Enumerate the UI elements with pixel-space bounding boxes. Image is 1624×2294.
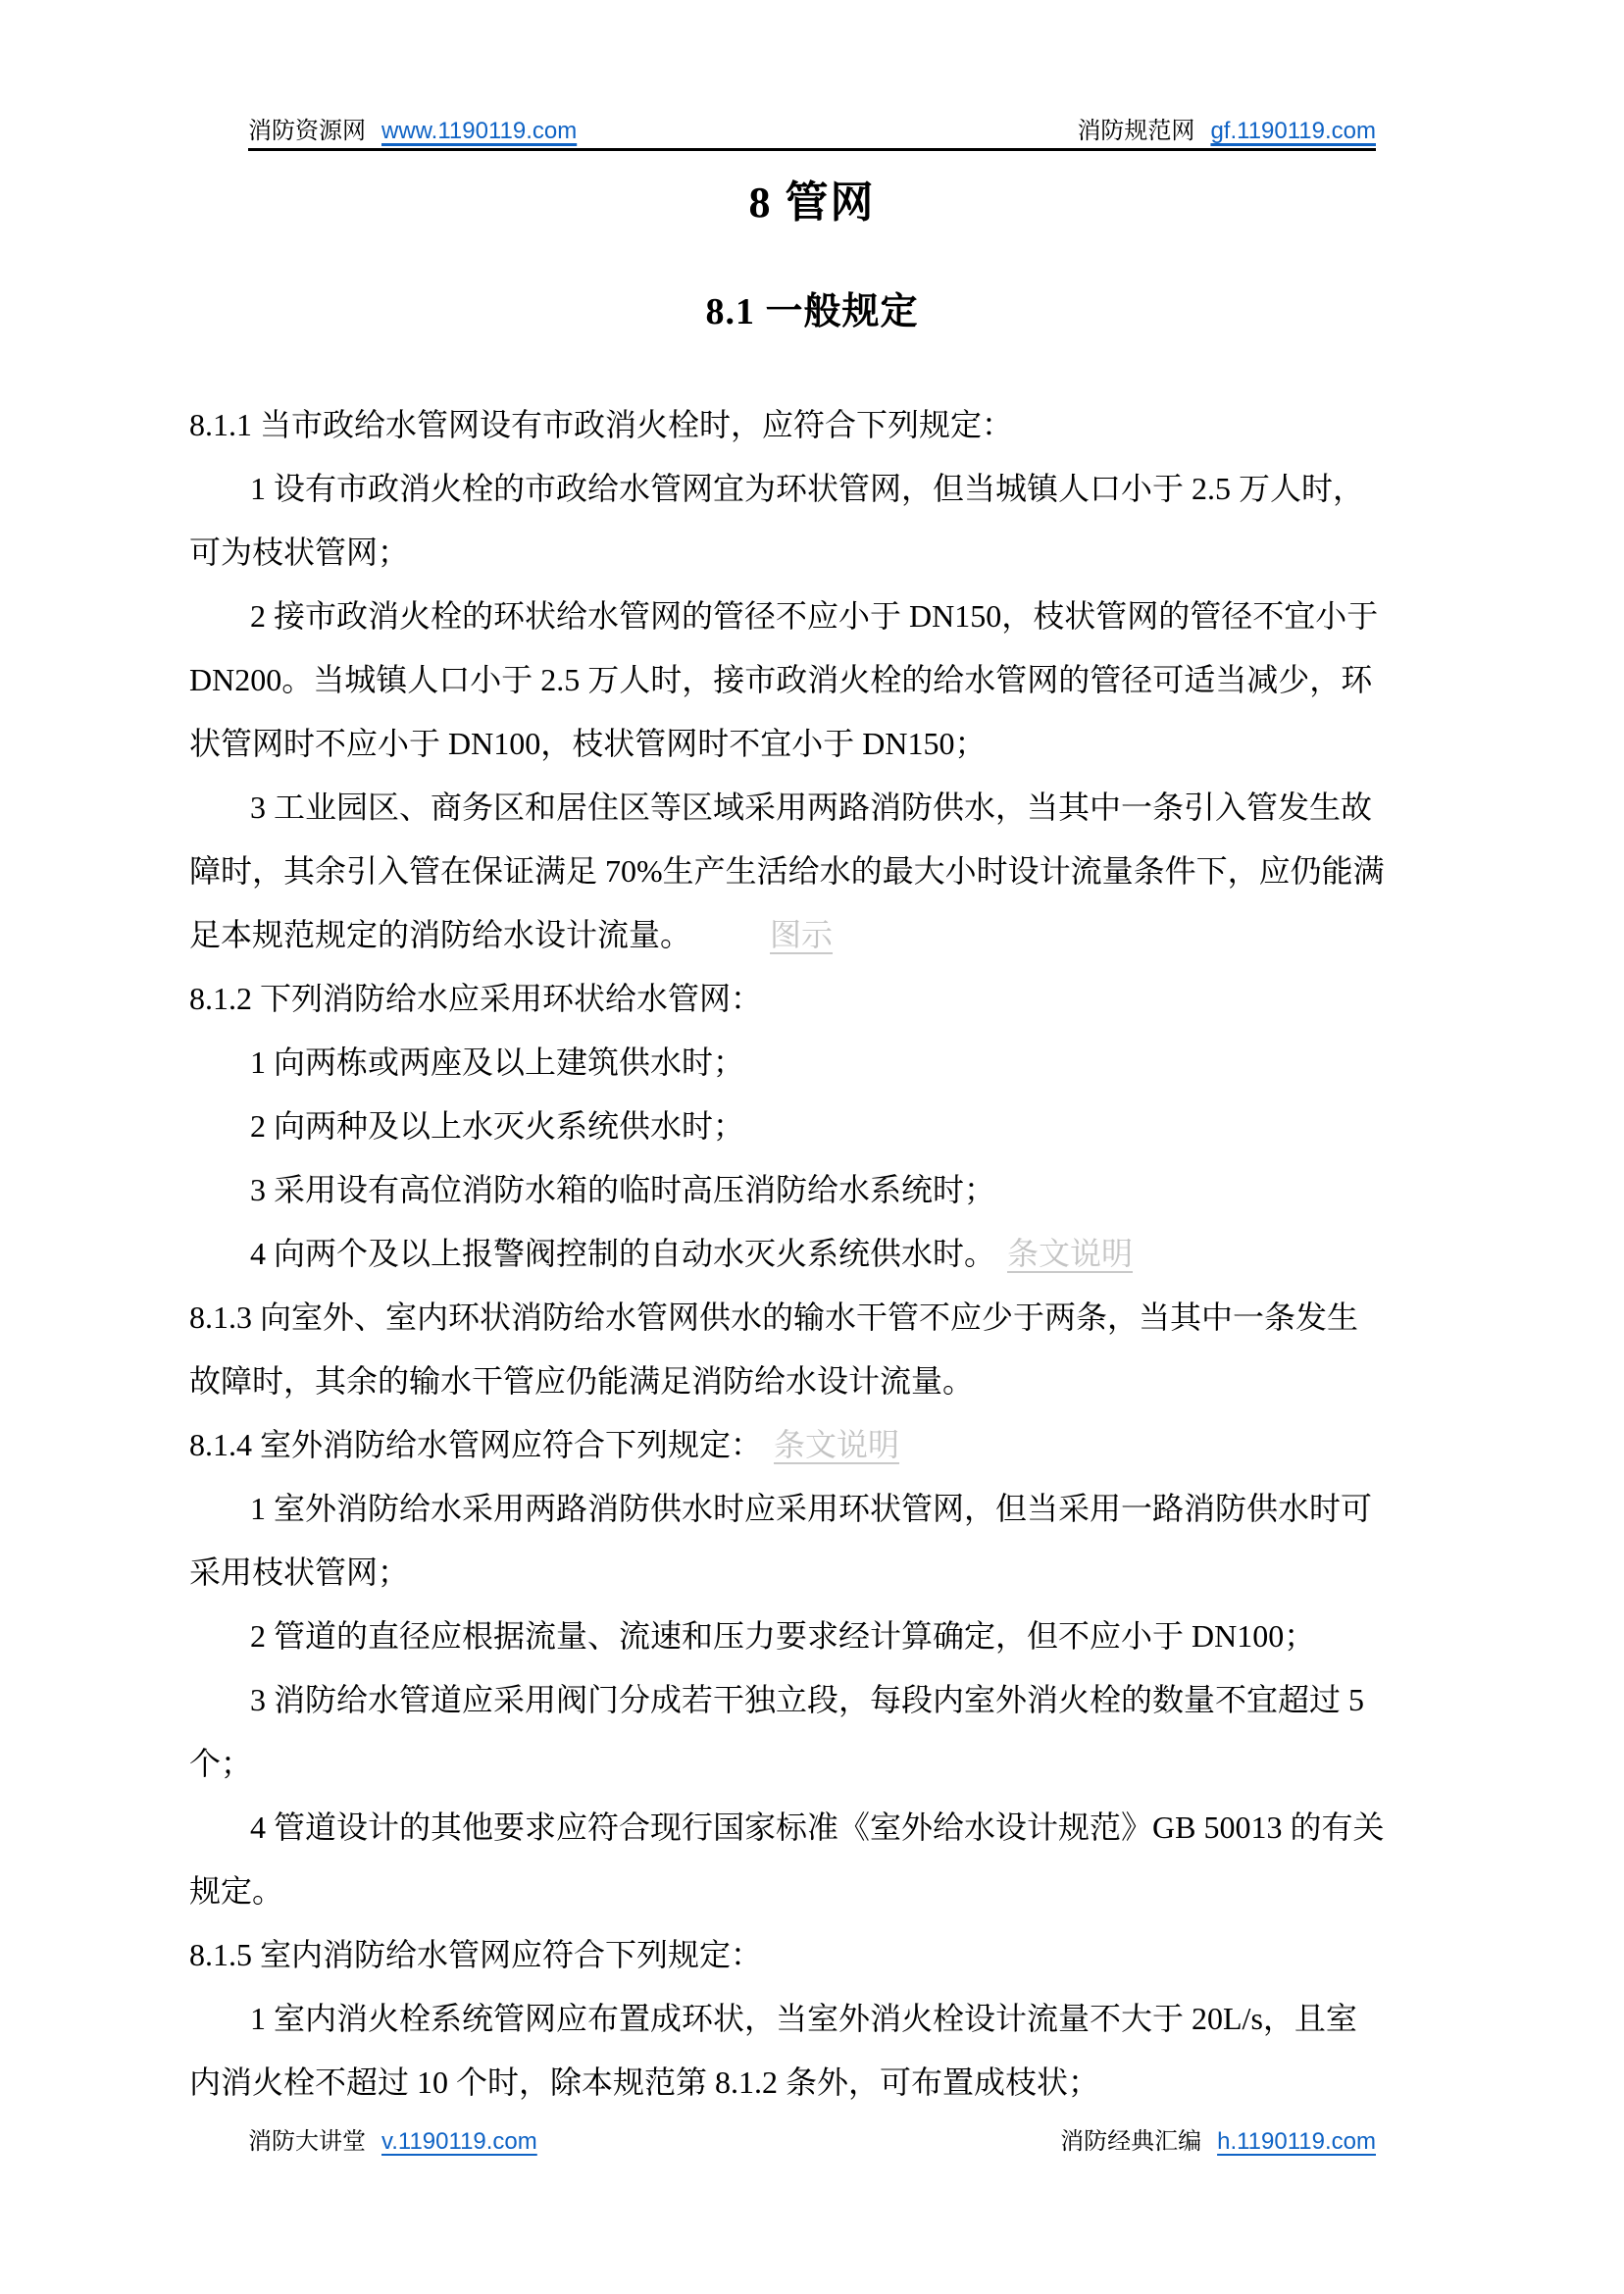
header-right <box>1077 116 1376 147</box>
footer-left-label: 消防大讲堂 <box>248 2129 366 2155</box>
text-line <box>189 1860 1435 1923</box>
text-line <box>189 967 1435 1031</box>
body-text: 可为枝状管网； <box>189 535 410 570</box>
text-line <box>189 1031 1435 1095</box>
text-line <box>189 1095 1435 1158</box>
body-text: 故障时，其余的输水干管应仍能满足消防给水设计流量。 <box>189 1363 975 1399</box>
footer-right-label: 消防经典汇编 <box>1060 2129 1202 2155</box>
text-line <box>189 1477 1435 1541</box>
body-text: 足本规范规定的消防给水设计流量。 <box>189 917 692 952</box>
body-text: DN200。当城镇人口小于 2.5 万人时，接市政消火栓的给水管网的管径可适当减少，环 <box>189 662 1373 697</box>
body-text: 2 接市政消火栓的环状给水管网的管径不应小于 DN150，枝状管网的管径不宜小于 <box>250 598 1379 634</box>
body-text: 4 管道设计的其他要求应符合现行国家标准《室外给水设计规范》GB 50013 的有关 <box>250 1810 1385 1845</box>
text-line <box>189 457 1435 521</box>
body-text: 状管网时不应小于 DN100，枝状管网时不宜小于 DN150； <box>189 726 987 761</box>
page-footer <box>248 2126 1376 2158</box>
text-line <box>189 1222 1435 1286</box>
body-text: 采用枝状管网； <box>189 1555 410 1590</box>
footer-right <box>1060 2126 1376 2158</box>
text-line <box>189 2051 1435 2115</box>
chapter-title: 8 管网 <box>748 178 876 227</box>
header-left-label: 消防资源网 <box>248 119 366 144</box>
body-text: 3 采用设有高位消防水箱的临时高压消防给水系统时； <box>250 1172 996 1207</box>
body-text: 1 室外消防给水采用两路消防供水时应采用环状管网，但当采用一路消防供水时可 <box>250 1491 1373 1526</box>
document-body <box>189 393 1435 2115</box>
header-left-link[interactable]: www.1190119.com <box>381 118 578 144</box>
body-text: 8.1.3 向室外、室内环状消防给水管网供水的输水干管不应少于两条，当其中一条发生 <box>189 1300 1359 1335</box>
text-line <box>189 903 1435 967</box>
section-title: 8.1 一般规定 <box>705 291 919 332</box>
text-line <box>189 1286 1435 1350</box>
text-line <box>189 1987 1435 2051</box>
body-text: 1 室内消火栓系统管网应布置成环状，当室外消火栓设计流量不大于 20L/s，且室 <box>250 2001 1357 2036</box>
text-line <box>189 1158 1435 1222</box>
header-left <box>248 116 577 147</box>
body-text: 个； <box>189 1746 253 1781</box>
illustration-link[interactable]: 图示 <box>770 917 834 952</box>
body-text: 8.1.5 室内消防给水管网应符合下列规定： <box>189 1937 763 1972</box>
text-line <box>189 393 1435 457</box>
header-right-label: 消防规范网 <box>1077 119 1195 144</box>
body-text: 8.1.1 当市政给水管网设有市政消火栓时，应符合下列规定： <box>189 407 1014 442</box>
text-line <box>189 1732 1435 1796</box>
body-text: 3 消防给水管道应采用阀门分成若干独立段，每段内室外消火栓的数量不宜超过 5 <box>250 1682 1365 1717</box>
body-text: 障时，其余引入管在保证满足 70%生产生活给水的最大小时设计流量条件下，应仍能满 <box>189 853 1385 889</box>
page-header <box>248 116 1376 151</box>
body-text: 4 向两个及以上报警阀控制的自动水灭火系统供水时。 <box>250 1236 996 1271</box>
text-line <box>189 648 1435 712</box>
body-text: 2 向两种及以上水灭火系统供水时； <box>250 1108 745 1144</box>
body-text: 3 工业园区、商务区和居住区等区域采用两路消防供水，当其中一条引入管发生故 <box>250 790 1373 825</box>
body-text: 8.1.2 下列消防给水应采用环状给水管网： <box>189 981 763 1016</box>
body-text: 8.1.4 室外消防给水管网应符合下列规定： <box>189 1427 763 1462</box>
body-text: 内消火栓不超过 10 个时，除本规范第 8.1.2 条外，可布置成枝状； <box>189 2065 1100 2100</box>
text-line <box>189 1413 1435 1477</box>
text-line <box>189 840 1435 903</box>
body-text: 2 管道的直径应根据流量、流速和压力要求经计算确定，但不应小于 DN100； <box>250 1618 1316 1654</box>
header-right-link[interactable]: gf.1190119.com <box>1210 118 1376 144</box>
body-text: 规定。 <box>189 1873 284 1909</box>
commentary-link[interactable]: 条文说明 <box>1007 1236 1134 1271</box>
text-line <box>189 712 1435 776</box>
text-line <box>189 585 1435 648</box>
footer-left-link[interactable]: v.1190119.com <box>381 2128 537 2155</box>
text-line <box>189 521 1435 585</box>
body-text: 1 向两栋或两座及以上建筑供水时； <box>250 1045 745 1080</box>
footer-left <box>248 2126 537 2158</box>
text-line <box>189 1923 1435 1987</box>
commentary-link[interactable]: 条文说明 <box>774 1427 900 1462</box>
text-line <box>189 1605 1435 1668</box>
text-line <box>189 1541 1435 1605</box>
text-line <box>189 1668 1435 1732</box>
body-text: 1 设有市政消火栓的市政给水管网宜为环状管网，但当城镇人口小于 2.5 万人时， <box>250 471 1365 506</box>
text-line <box>189 776 1435 840</box>
text-line <box>189 1350 1435 1413</box>
text-line <box>189 1796 1435 1860</box>
footer-right-link[interactable]: h.1190119.com <box>1217 2128 1376 2155</box>
